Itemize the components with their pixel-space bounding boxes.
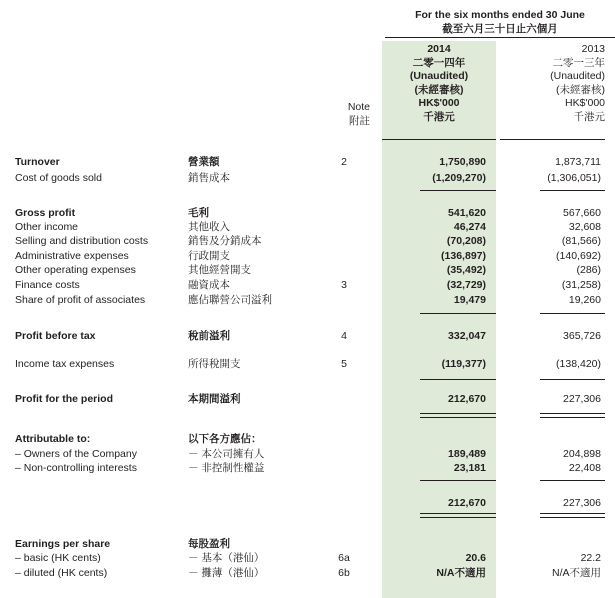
row-label-en: Administrative expenses <box>15 250 129 262</box>
value-2014: (32,729) <box>446 279 486 291</box>
row-label-en: Cost of goods sold <box>15 172 102 184</box>
year-2014-zh: 二零一四年 <box>412 56 466 69</box>
note-label: Note <box>347 101 370 113</box>
value-2013: 22,408 <box>568 462 601 474</box>
row-label-zh: － 攤薄（港仙） <box>188 567 265 579</box>
row-label-zh: 以下各方應佔： <box>188 433 262 445</box>
row-label-zh: 每股盈利 <box>188 538 230 550</box>
rule-2013-attrib <box>540 480 605 481</box>
row-label-en: Income tax expenses <box>15 358 115 370</box>
row-label-en: Selling and distribution costs <box>15 235 149 247</box>
unaudited-2013-zh: (未經審核) <box>556 83 605 96</box>
table-row <box>0 206 615 220</box>
row-label-en: Finance costs <box>15 279 80 291</box>
column-header-2014 <box>382 43 496 124</box>
row-label-zh: 應佔聯營公司溢利 <box>188 294 272 306</box>
currency-2013-zh: 千港元 <box>573 110 605 123</box>
table-row <box>0 447 615 461</box>
currency-2014-zh: 千港元 <box>423 110 455 123</box>
value-2014: (35,492) <box>446 264 486 276</box>
row-label-zh: 毛利 <box>188 207 209 219</box>
value-2013: (31,258) <box>561 279 601 291</box>
value-2014: 19,479 <box>453 294 486 306</box>
row-note: 5 <box>341 358 347 370</box>
row-note: 6a <box>338 552 350 564</box>
table-row <box>0 461 615 475</box>
value-2014: 20.6 <box>465 552 486 564</box>
row-label-en: Profit before tax <box>15 330 96 342</box>
table-row <box>0 357 615 371</box>
row-label-zh: 所得稅開支 <box>188 358 241 370</box>
value-2014: 212,670 <box>448 393 486 405</box>
row-label-en: Turnover <box>15 156 60 168</box>
row-label-zh: 行政開支 <box>188 250 230 262</box>
period-heading <box>385 9 615 36</box>
table-row <box>0 278 615 292</box>
value-2014: (119,377) <box>441 358 486 370</box>
row-label-en: Other income <box>15 221 79 233</box>
year-2013: 2013 <box>581 43 605 55</box>
row-label-en: Profit for the period <box>15 393 113 405</box>
rule-2013-opex <box>540 313 605 314</box>
value-2013: (1,306,051) <box>547 172 601 184</box>
value-2013: 19,260 <box>568 294 601 306</box>
value-2013: N/A不適用 <box>551 567 601 579</box>
value-2014: N/A不適用 <box>436 567 486 579</box>
table-row <box>0 220 615 234</box>
unaudited-2014-zh: (未經審核) <box>414 83 464 96</box>
row-label-en: Share of profit of associates <box>15 294 146 306</box>
col-2013-header-rule <box>500 139 605 140</box>
table-row <box>0 432 615 446</box>
table-row <box>0 234 615 248</box>
row-label-zh: 稅前溢利 <box>188 330 230 342</box>
value-2014: 541,620 <box>448 207 486 219</box>
value-2014: 189,489 <box>448 448 486 460</box>
double-rule-2014-profit <box>420 413 496 418</box>
row-label-zh: － 非控制性權益 <box>188 462 265 474</box>
note-column-header <box>330 101 370 128</box>
value-2013: 227,306 <box>563 497 601 509</box>
rule-2013-turnover <box>540 190 605 191</box>
value-2013: 227,306 <box>563 393 601 405</box>
table-row <box>0 263 615 277</box>
double-rule-2014-total <box>420 513 496 518</box>
table-row <box>0 293 615 307</box>
row-label-zh: 銷售成本 <box>188 172 230 184</box>
column-header-2013 <box>500 43 605 124</box>
row-label-zh: 營業額 <box>188 156 220 168</box>
row-label-en: Attributable to: <box>15 433 91 445</box>
row-label-zh: 其他收入 <box>188 221 230 233</box>
table-row <box>0 566 615 580</box>
row-label-zh: 銷售及分銷成本 <box>188 235 262 247</box>
rule-2014-turnover <box>420 190 496 191</box>
value-2013: (138,420) <box>556 358 601 370</box>
rule-2014-opex <box>420 313 496 314</box>
double-rule-2013-profit <box>540 413 605 418</box>
rule-2013-tax <box>540 379 605 380</box>
table-row <box>0 249 615 263</box>
table-row <box>0 171 615 185</box>
rule-2014-attrib <box>420 480 496 481</box>
unaudited-2013: (Unaudited) <box>550 70 605 82</box>
value-2013: 204,898 <box>563 448 601 460</box>
row-label-en: Other operating expenses <box>15 264 136 276</box>
table-row <box>0 496 615 510</box>
value-2014: 212,670 <box>448 497 486 509</box>
value-2013: (81,566) <box>561 235 601 247</box>
table-row <box>0 155 615 169</box>
row-label-en: – Non-controlling interests <box>15 462 137 474</box>
row-label-en: – basic (HK cents) <box>15 552 101 564</box>
period-heading-en: For the six months ended 30 June <box>415 9 585 21</box>
row-note: 3 <box>341 279 347 291</box>
row-label-zh: 融資成本 <box>188 279 230 291</box>
row-label-en: – Owners of the Company <box>15 448 137 460</box>
year-2013-zh: 二零一三年 <box>552 56 605 69</box>
col-2014-header-rule <box>382 139 496 140</box>
value-2013: 567,660 <box>563 207 601 219</box>
currency-2014: HK$'000 <box>418 97 460 109</box>
row-label-zh: 本期間溢利 <box>188 393 241 405</box>
value-2014: 1,750,890 <box>439 156 486 168</box>
row-label-zh: － 基本（港仙） <box>188 552 265 564</box>
table-row <box>0 551 615 565</box>
value-2013: 22.2 <box>580 552 601 564</box>
value-2013: 1,873,711 <box>555 156 601 168</box>
value-2014: 46,274 <box>453 221 486 233</box>
value-2014: 23,181 <box>453 462 486 474</box>
value-2014: (1,209,270) <box>432 172 486 184</box>
table-row <box>0 329 615 343</box>
period-rule <box>385 37 615 38</box>
value-2014: 332,047 <box>448 330 486 342</box>
period-heading-zh: 截至六月三十日止六個月 <box>442 22 558 35</box>
rule-2014-tax <box>420 379 496 380</box>
value-2013: 365,726 <box>563 330 601 342</box>
year-2014: 2014 <box>427 43 451 55</box>
row-note: 6b <box>338 567 350 579</box>
table-row <box>0 537 615 551</box>
value-2013: (140,692) <box>556 250 601 262</box>
row-label-zh: 其他經營開支 <box>188 264 251 276</box>
row-label-en: Gross profit <box>15 207 76 219</box>
row-label-en: – diluted (HK cents) <box>15 567 108 579</box>
value-2014: (136,897) <box>441 250 486 262</box>
value-2013: 32,608 <box>568 221 601 233</box>
unaudited-2014: (Unaudited) <box>409 70 469 82</box>
table-row <box>0 392 615 406</box>
row-note: 2 <box>341 156 347 168</box>
double-rule-2013-total <box>540 513 605 518</box>
note-label-zh: 附註 <box>349 114 370 127</box>
row-label-zh: － 本公司擁有人 <box>188 448 265 460</box>
value-2014: (70,208) <box>446 235 486 247</box>
value-2013: (286) <box>576 264 601 276</box>
row-label-en: Earnings per share <box>15 538 111 550</box>
currency-2013: HK$'000 <box>565 97 605 109</box>
row-note: 4 <box>341 330 347 342</box>
